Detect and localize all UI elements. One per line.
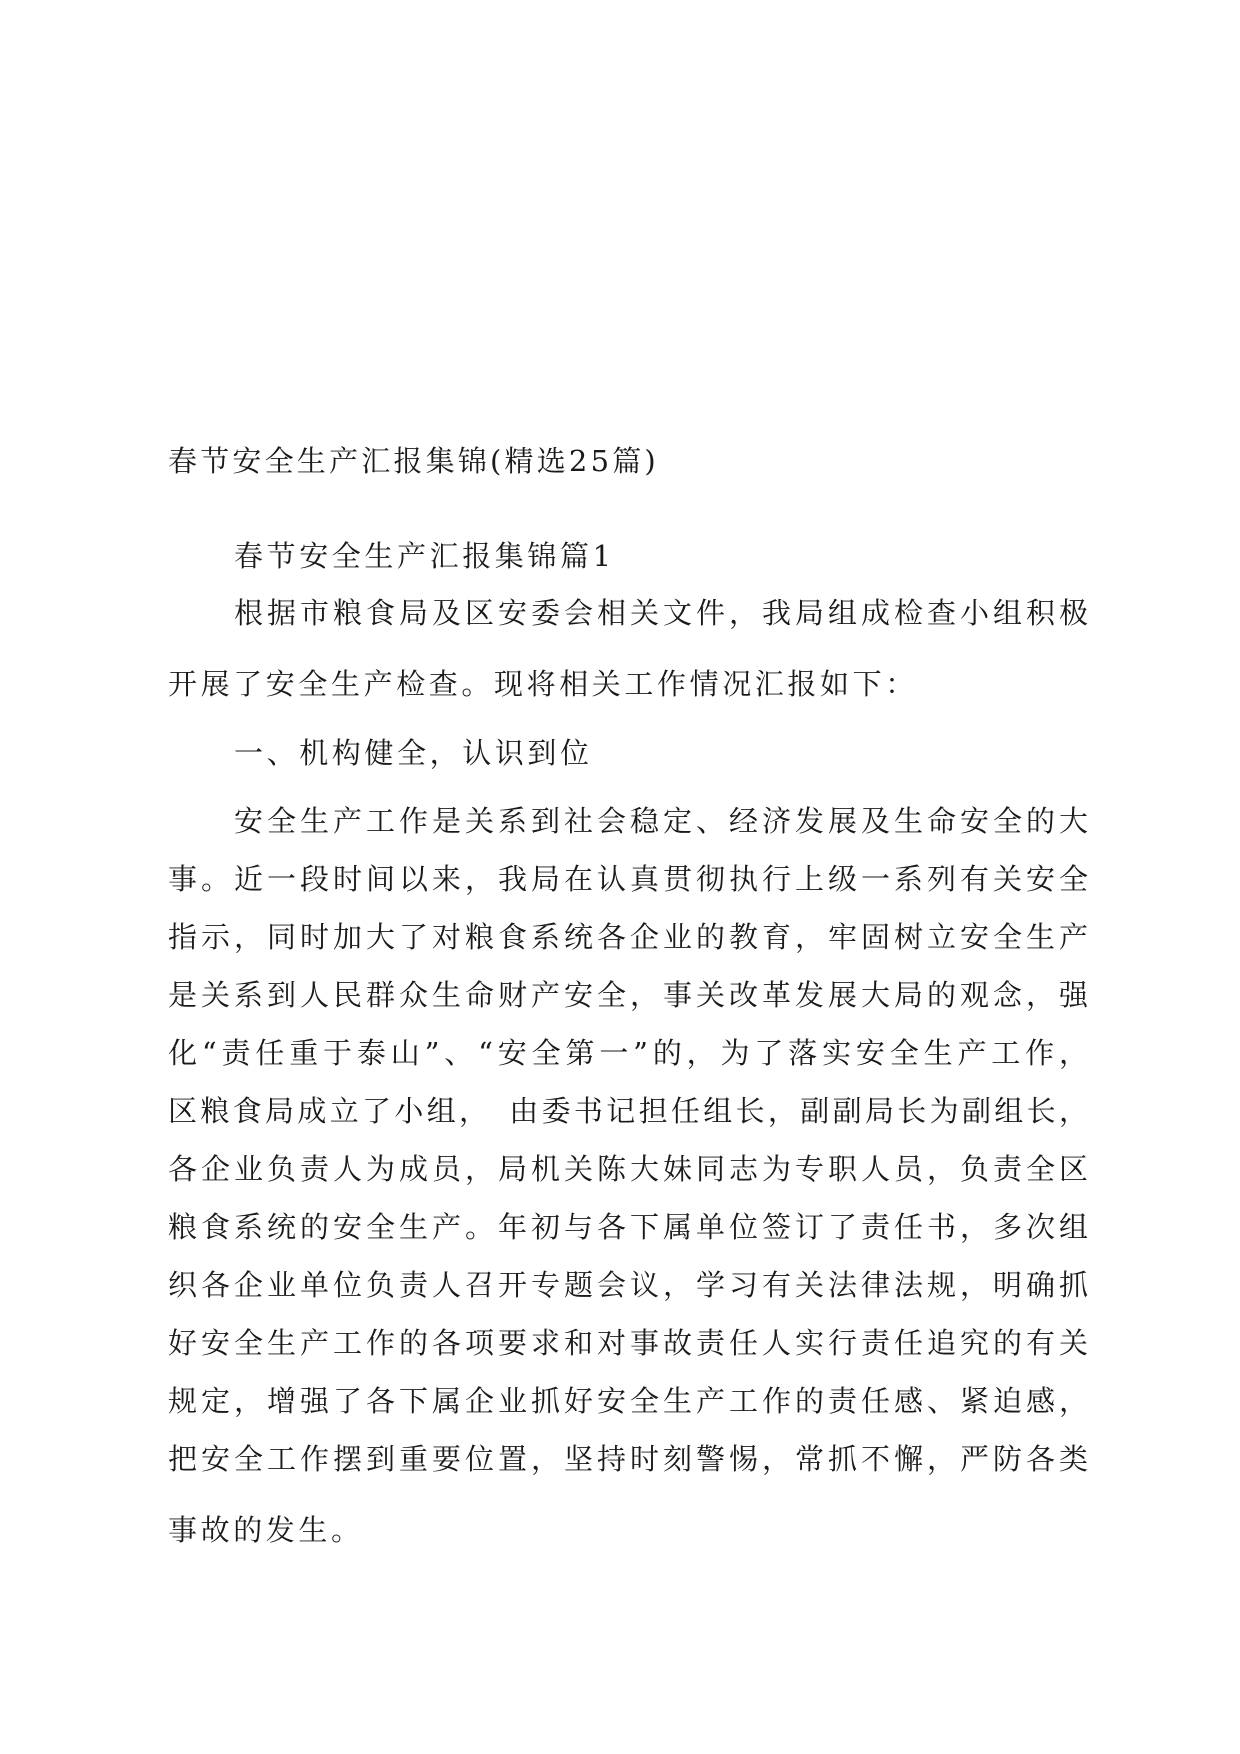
body-line-13: 事故的发生。 — [168, 1513, 364, 1547]
body-line-7: 各企业负责人为成员，局机关陈大妹同志为专职人员，负责全区 — [168, 1152, 1088, 1186]
body-line-6: 区粮食局成立了小组， 由委书记担任组长，副副局长为副组长， — [168, 1094, 1088, 1128]
subheading: 一、机构健全，认识到位 — [234, 736, 593, 770]
document-title: 春节安全生产汇报集锦(精选25篇) — [168, 444, 659, 478]
body-line-1: 安全生产工作是关系到社会稳定、经济发展及生命安全的大 — [234, 804, 1088, 838]
body-line-11: 规定，增强了各下属企业抓好安全生产工作的责任感、紧迫感， — [168, 1384, 1088, 1418]
body-line-9: 织各企业单位负责人召开专题会议，学习有关法律法规，明确抓 — [168, 1268, 1088, 1302]
body-line-2: 事。近一段时间以来，我局在认真贯彻执行上级一系列有关安全 — [168, 862, 1088, 896]
body-line-8: 粮食系统的安全生产。年初与各下属单位签订了责任书，多次组 — [168, 1210, 1088, 1244]
intro-line-2: 开展了安全生产检查。现将相关工作情况汇报如下： — [168, 667, 918, 701]
intro-line-1: 根据市粮食局及区安委会相关文件，我局组成检查小组积极 — [234, 596, 1088, 630]
section-heading: 春节安全生产汇报集锦篇1 — [234, 539, 615, 573]
body-line-4: 是关系到人民群众生命财产安全，事关改革发展大局的观念，强 — [168, 978, 1088, 1012]
body-line-12: 把安全工作摆到重要位置，坚持时刻警惕，常抓不懈，严防各类 — [168, 1442, 1088, 1476]
body-line-10: 好安全生产工作的各项要求和对事故责任人实行责任追究的有关 — [168, 1326, 1088, 1360]
body-line-3: 指示，同时加大了对粮食系统各企业的教育，牢固树立安全生产 — [168, 920, 1088, 954]
body-line-5: 化“责任重于泰山”、“安全第一”的，为了落实安全生产工作， — [168, 1036, 1088, 1070]
